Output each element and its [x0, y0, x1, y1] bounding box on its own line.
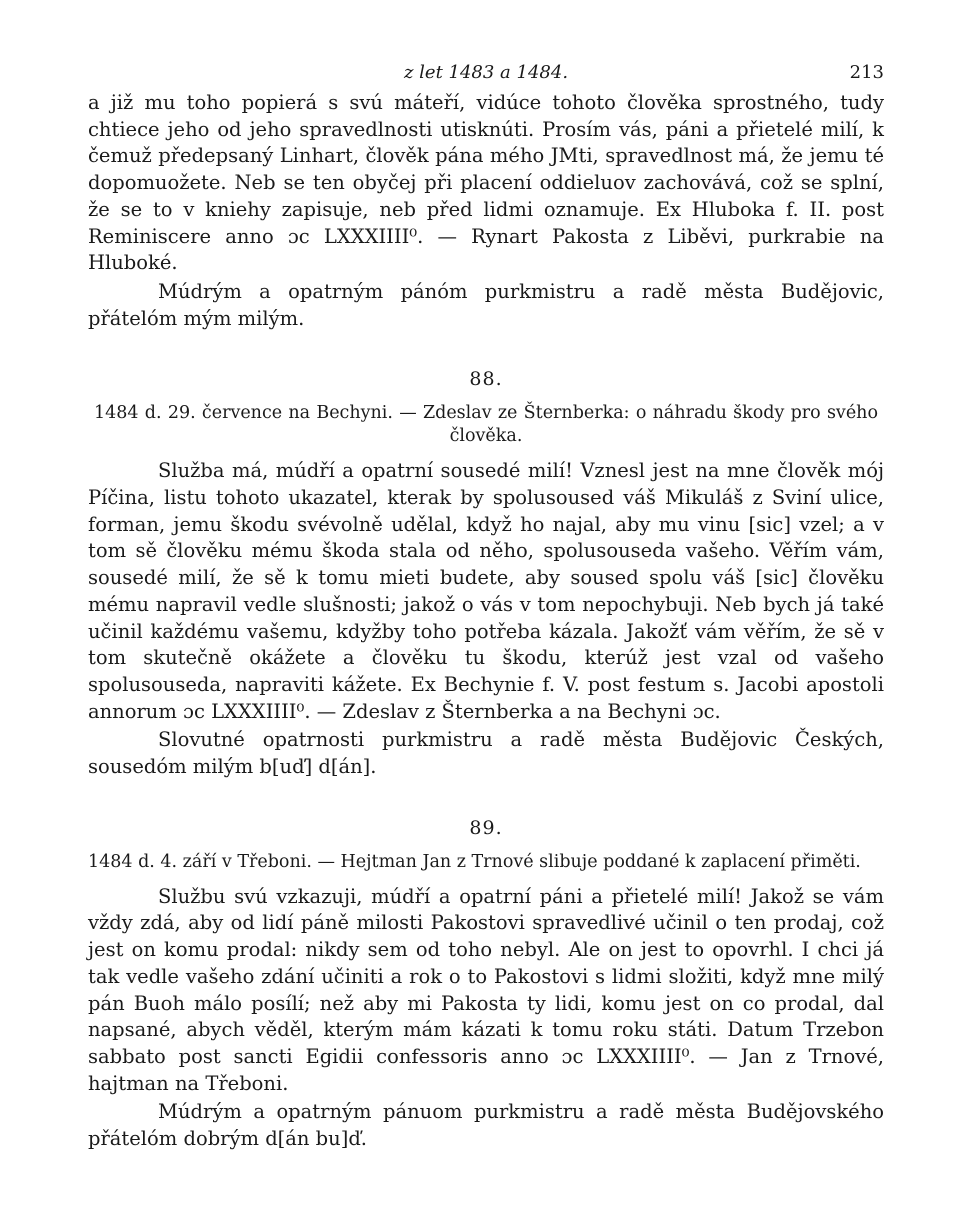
letter-body: Službu svú vzkazuji, múdří a opatrní páni a přietelé milí! Jakož se vám vždy zdá, aby od lidí páně milosti Pakostovi spravedlivé učinil o ten prodaj, což jest on komu prodal: nikdy sem od toho nebyl. Ale on jest to opovrhl. I chci já tak vedle vašeho zdání učiniti a rok o to Pakostovi s lidmi složiti, když mne milý pán Buoh málo posílí; než aby mi Pakosta ty lidi, komu jest on co prodal, dal napsané, abych věděl, kterým mám kázati k tomu roku státi. Datum Trzebon sabbato post sancti Egidii confessoris anno ɔc LXXXIIII⁰. — Jan z Trnové, hajtman na Třeboni. [88, 884, 884, 1095]
document-regest: 1484 d. 29. července na Bechyni. — Zdeslav ze Šternberka: o náhradu škody pro svého člověka. [94, 403, 878, 447]
letter-88 [88, 368, 884, 780]
running-title: z let 1483 a 1484. [403, 62, 569, 83]
letter-89 [88, 817, 884, 1153]
letter-address: Múdrým a opatrným pánuom purkmistru a radě města Budějovského přátelóm dobrým d[án bu]ď. [88, 1100, 884, 1151]
letter-address: Slovutné opatrnosti purkmistru a radě města Budějovic Českých, sousedóm milým b[uď] d[án]. [88, 728, 884, 779]
letter-body: Služba má, múdří a opatrní sousedé milí! Vznesl jest na mne člověk mój Píčina, listu tohoto ukazatel, kterak by spolusoused váš Mikuláš z Sviní ulice, forman, jemu škodu svévolně udělal, když ho najal, aby mu vinu [sic] vzel; a v tom sě člověku mému škoda stala od něho, spolusouseda vašeho. Věřím vám, sousedé milí, že sě k tomu mieti budete, aby soused spolu váš [sic] člověku mému napravil vedle slušnosti; jakož o vás v tom nepochybuji. Neb bych já také učinil každému vašemu, kdyžby toho potřeba kázala. Jakožť vám věřím, že sě v tom skutečně okážete a člověku tu škodu, kterúž jest vzal od vašeho spolusouseda, napraviti kážete. Ex Bechynie f. V. post festum s. Jacobi apostoli annorum ɔc LXXXIIII⁰. — Zdeslav z Šternberka a na Bechyni ɔc. [88, 459, 884, 723]
document-number: 88. [469, 368, 503, 391]
document-regest: 1484 d. 4. září v Třeboni. — Hejtman Jan z Trnové slibuje poddané k zaplacení přiměti. [88, 851, 861, 872]
page-number: 213 [849, 62, 884, 83]
book-page [88, 62, 884, 1153]
running-head [88, 62, 884, 90]
document-number: 89. [469, 816, 503, 839]
letter-87-continuation [88, 90, 884, 332]
letter-body: a již mu toho popierá s svú máteří, vidúce tohoto člověka sprostného, tudy chtiece jeho od jeho spravedlnosti utisknúti. Prosím vás, páni a přietelé milí, k čemuž předepsaný Linhart, člověk pána mého JMti, spravedlnost má, že jemu té dopomuožete. Neb se ten obyčej při placení oddieluov zachovává, což se splní, že se to v kniehy zapisuje, neb před lidmi oznamuje. Ex Hluboka f. II. post Reminiscere anno ɔc LXXXIIII⁰. — Rynart Pakosta z Liběvi, purkrabie na Hluboké. [88, 91, 884, 275]
letter-address: Múdrým a opatrným pánóm purkmistru a radě města Budějovic, přátelóm mým milým. [88, 279, 884, 330]
